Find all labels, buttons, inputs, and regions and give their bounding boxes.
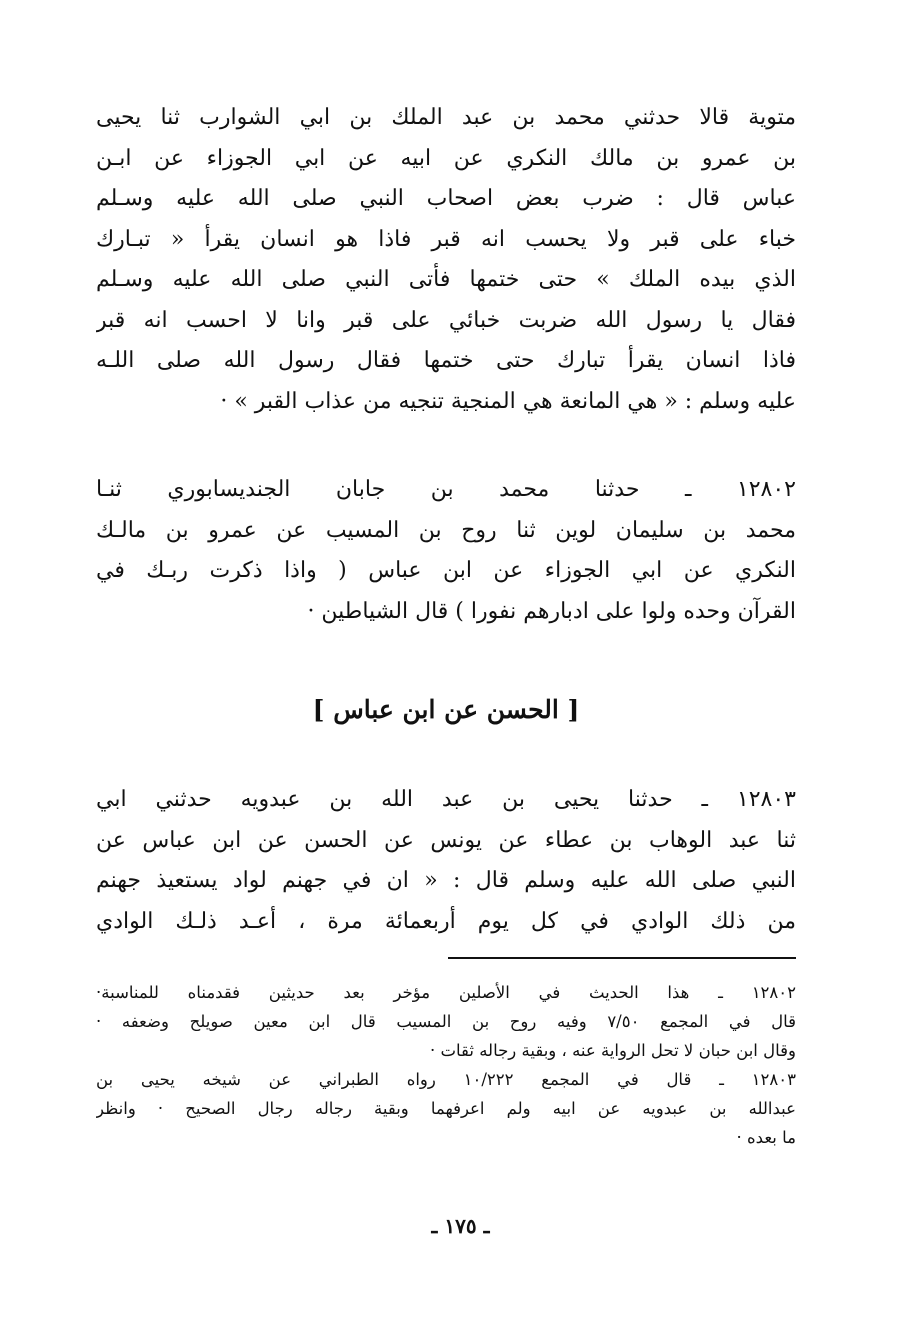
footnote-separator (448, 957, 796, 959)
body-line: من ذلك الوادي في كل يوم أربعمائة مرة ، أعـد ذلـك الوادي (96, 908, 796, 934)
footnote-line: قال في المجمع ٧/٥٠ وفيه روح بن المسيب قال ابن معين صويلح وضعفه · (96, 1012, 796, 1031)
body-line: عباس قال : ضرب بعض اصحاب النبي صلى الله عليه وسـلم (96, 186, 796, 211)
page-number: ـ ١٧٥ ـ (431, 1214, 490, 1238)
body-line: ١٢٨٠٢ ـ حدثنا محمد بن جابان الجنديسابوري ثنـا (96, 477, 796, 502)
body-line: الذي بيده الملك » حتى ختمها فأتى النبي صلى الله عليه وسـلم (96, 267, 796, 292)
footnote-line: وقال ابن حبان لا تحل الرواية عنه ، وبقية رجاله ثقات · (429, 1041, 796, 1060)
footnote-line: ١٢٨٠٢ ـ هذا الحديث في الأصلين مؤخر بعد حديثين فقدمناه للمناسبة· (96, 983, 796, 1002)
footnote-line: ما بعده · (736, 1128, 796, 1147)
body-line: عليه وسلم : « هي المانعة هي المنجية تنجيه من عذاب القبر » · (220, 388, 796, 414)
body-line: النبي صلى الله عليه وسلم قال : « ان في جهنم لواد يستعيذ جهنم (96, 868, 796, 893)
body-line: القرآن وحده ولوا على ادبارهم نفورا ) قال الشياطين · (307, 598, 796, 624)
body-line: خباء على قبر ولا يحسب انه قبر فاذا هو انسان يقرأ « تبـارك (96, 226, 796, 252)
body-line: النكري عن ابي الجوزاء عن ابن عباس ( واذا ذكرت ربـك في (96, 558, 796, 583)
footnote-line: عبدالله بن عبدويه عن ابيه ولم اعرفهما وبقية رجاله رجال الصحيح · وانظر (96, 1099, 796, 1118)
footnote-line: ١٢٨٠٣ ـ قال في المجمع ١٠/٢٢٢ رواه الطبراني عن شيخه يحيى بن (96, 1070, 796, 1089)
footnotes (96, 978, 796, 1152)
section-heading: [ الحسن عن ابن عباس ] (312, 695, 580, 724)
body-line: ١٢٨٠٣ ـ حدثنا يحيى بن عبد الله بن عبدويه حدثني ابي (96, 787, 796, 812)
body-text-1 (96, 98, 796, 422)
body-line: فقال يا رسول الله ضربت خبائي على قبر وانا لا احسب انه قبر (96, 307, 796, 333)
hadith-12802 (96, 470, 796, 632)
body-line: محمد بن سليمان لوين ثنا روح بن المسيب عن عمرو بن مالـك (96, 517, 796, 543)
hadith-12803 (96, 780, 796, 942)
body-line: بن عمرو بن مالك النكري عن ابيه عن ابي الجوزاء عن ابـن (96, 145, 796, 171)
body-line: ثنا عبد الوهاب بن عطاء عن يونس عن الحسن عن ابن عباس عن (96, 827, 796, 853)
body-line: متوية قالا حدثني محمد بن عبد الملك بن ابي الشوارب ثنا يحيى (96, 105, 796, 130)
body-line: فاذا انسان يقرأ تبارك حتى ختمها فقال رسول الله صلى اللـه (96, 348, 796, 373)
